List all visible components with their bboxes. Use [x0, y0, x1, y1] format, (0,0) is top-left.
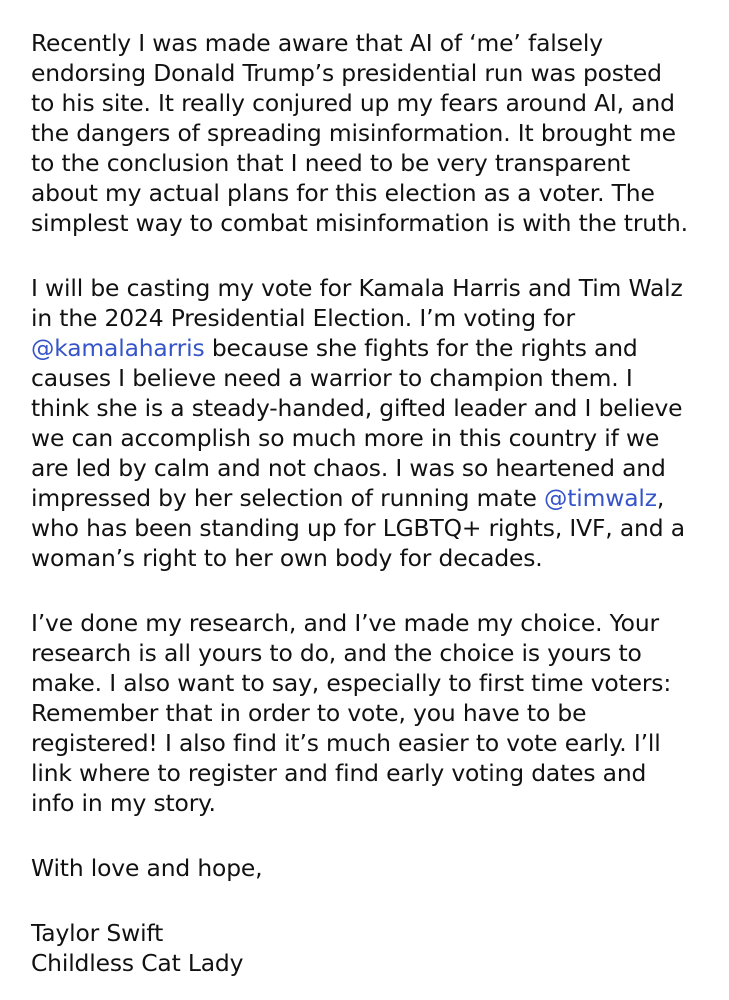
text-line: woman’s right to her own body for decades.	[31, 544, 543, 572]
text-line	[31, 333, 711, 363]
text-line: registered! I also find it’s much easier to vote early. I’ll	[31, 729, 661, 757]
text-line: the dangers of spreading misinformation. It brought me	[31, 119, 676, 147]
text-line	[31, 483, 711, 513]
paragraph-endorsement	[31, 273, 711, 573]
signature-title: Childless Cat Lady	[31, 949, 244, 977]
text-line: Remember that in order to vote, you have to be	[31, 699, 587, 727]
text-segment: ,	[656, 484, 665, 512]
text-line: endorsing Donald Trump’s presidential run was posted	[31, 59, 662, 87]
text-line: causes I believe need a warrior to champion them. I	[31, 364, 633, 392]
text-line: in the 2024 Presidential Election. I’m voting for	[31, 304, 575, 332]
text-line: who has been standing up for LGBTQ+ rights, IVF, and a	[31, 514, 685, 542]
text-line: link where to register and find early voting dates and	[31, 759, 647, 787]
paragraph-gap	[31, 238, 711, 273]
mention-link-kamalaharris[interactable]: @kamalaharris	[31, 334, 205, 362]
text-segment: because she fights for the rights and	[204, 334, 638, 362]
closing-line: With love and hope,	[31, 854, 263, 882]
text-line: are led by calm and not chaos. I was so heartened and	[31, 454, 666, 482]
text-line: Recently I was made aware that AI of ‘me’ falsely	[31, 29, 603, 57]
text-segment: impressed by her selection of running mate	[31, 484, 544, 512]
signature-name: Taylor Swift	[31, 919, 164, 947]
signature-block	[31, 918, 711, 978]
text-line: research is all yours to do, and the choice is yours to	[31, 639, 642, 667]
text-line: I will be casting my vote for Kamala Harris and Tim Walz	[31, 274, 683, 302]
paragraph-gap	[31, 818, 711, 853]
text-line: simplest way to combat misinformation is with the truth.	[31, 209, 688, 237]
text-line: about my actual plans for this election as a voter. The	[31, 179, 655, 207]
text-line: to the conclusion that I need to be very transparent	[31, 149, 631, 177]
text-line: think she is a steady-handed, gifted leader and I believe	[31, 394, 683, 422]
text-line: info in my story.	[31, 789, 216, 817]
text-line: we can accomplish so much more in this country if we	[31, 424, 660, 452]
paragraph-gap	[31, 573, 711, 608]
paragraph-intro	[31, 28, 711, 238]
statement-document	[31, 28, 711, 978]
paragraph-voting-info	[31, 608, 711, 818]
paragraph-gap	[31, 883, 711, 918]
text-line: I’ve done my research, and I’ve made my choice. Your	[31, 609, 659, 637]
text-line: make. I also want to say, especially to first time voters:	[31, 669, 672, 697]
mention-link-timwalz[interactable]: @timwalz	[543, 484, 657, 512]
text-line: to his site. It really conjured up my fears around AI, and	[31, 89, 675, 117]
